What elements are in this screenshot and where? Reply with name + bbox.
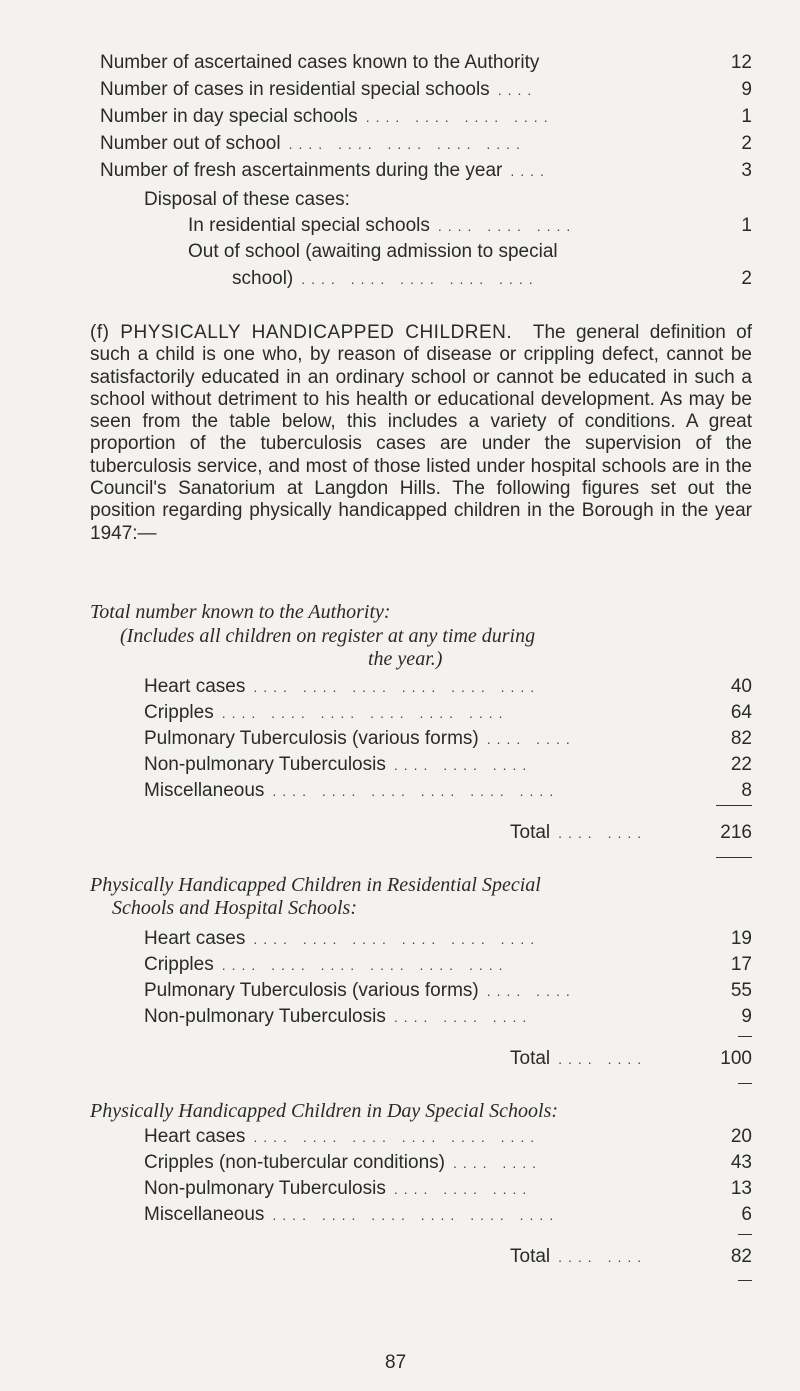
total-rule bbox=[738, 1280, 752, 1281]
table2-total-row bbox=[510, 1048, 752, 1070]
table1-row bbox=[144, 754, 752, 776]
summary-value: 9 bbox=[741, 79, 752, 100]
total-label: Total bbox=[510, 1246, 551, 1267]
row-value: 6 bbox=[741, 1204, 752, 1225]
row-label: Pulmonary Tuberculosis (various forms) bbox=[144, 980, 479, 1001]
row-value: 19 bbox=[730, 928, 752, 949]
row-label: Miscellaneous bbox=[144, 1204, 265, 1225]
leader-dots: .... .... .... .... .... .... bbox=[253, 679, 541, 695]
table1-note-line1: (Includes all children on register at any time during bbox=[120, 625, 536, 647]
page-number: 87 bbox=[385, 1352, 407, 1373]
leader-dots: .... .... .... .... bbox=[365, 109, 554, 125]
disposal-value: 1 bbox=[741, 215, 752, 236]
leader-dots: .... .... .... bbox=[393, 1181, 533, 1197]
leader-dots: .... .... .... bbox=[393, 1009, 533, 1025]
leader-dots: .... .... .... .... .... .... bbox=[272, 1207, 560, 1223]
table1-row bbox=[144, 676, 752, 698]
row-value: 22 bbox=[730, 754, 752, 775]
leader-dots: .... .... bbox=[452, 1155, 542, 1171]
total-rule bbox=[716, 857, 752, 858]
row-label: Cripples (non-tubercular conditions) bbox=[144, 1152, 445, 1173]
row-value: 55 bbox=[730, 980, 752, 1001]
leader-dots: .... bbox=[510, 163, 550, 179]
table2-title-line1: Physically Handicapped Children in Residential Special bbox=[90, 874, 541, 896]
table1-title: Total number known to the Authority: bbox=[90, 601, 391, 623]
table2-row bbox=[144, 954, 752, 976]
total-label: Total bbox=[510, 822, 551, 843]
table2-row bbox=[144, 980, 752, 1002]
table3-row bbox=[144, 1178, 752, 1200]
row-label: Heart cases bbox=[144, 928, 246, 949]
row-value: 17 bbox=[730, 954, 752, 975]
total-rule bbox=[716, 805, 752, 806]
table1-row bbox=[144, 702, 752, 724]
table1-note-line2: the year.) bbox=[368, 648, 443, 670]
disposal-label: In residential special schools bbox=[188, 215, 430, 236]
leader-dots: .... .... bbox=[558, 1249, 648, 1265]
leader-dots: .... .... .... bbox=[393, 757, 533, 773]
leader-dots: .... .... .... .... .... .... bbox=[221, 957, 509, 973]
summary-label: Number of cases in residential special schools bbox=[100, 79, 490, 100]
row-value: 8 bbox=[741, 780, 752, 801]
disposal-heading: Disposal of these cases: bbox=[144, 189, 350, 210]
row-value: 9 bbox=[741, 1006, 752, 1027]
table3-total-row bbox=[510, 1246, 752, 1268]
summary-row bbox=[100, 133, 752, 155]
section-f-body: The general definition of such a child is one who, by reason of disease or crippling defect, cannot be satisfactorily educated in an ordinary school or cannot be educated in such a school without detriment to his health or educational development. As may be seen from the table below, this includes a variety of conditions. A great proportion of the tuberculosis cases are under the supervision of the tuberculosis service, and most of those listed under hospital schools are in the Council's Sanatorium at Langdon Hills. The following figures set out the position regarding physically handicapped children in the Borough in the year 1947:— bbox=[90, 322, 752, 544]
summary-value: 2 bbox=[741, 133, 752, 154]
leader-dots: .... .... .... .... .... .... bbox=[272, 783, 560, 799]
row-value: 20 bbox=[730, 1126, 752, 1147]
leader-dots: .... .... .... .... .... bbox=[301, 271, 539, 287]
summary-row bbox=[100, 106, 752, 128]
disposal-out-line1: Out of school (awaiting admission to special bbox=[188, 241, 558, 262]
section-f-paragraph bbox=[90, 322, 752, 545]
table3-row bbox=[144, 1204, 752, 1226]
row-label: Cripples bbox=[144, 702, 214, 723]
row-value: 40 bbox=[730, 676, 752, 697]
table1-row bbox=[144, 728, 752, 750]
total-rule bbox=[738, 1036, 752, 1037]
row-label: Heart cases bbox=[144, 676, 246, 697]
summary-row bbox=[100, 160, 752, 182]
row-value: 82 bbox=[730, 728, 752, 749]
table1-row bbox=[144, 780, 752, 802]
row-label: Non-pulmonary Tuberculosis bbox=[144, 1006, 386, 1027]
total-value: 100 bbox=[720, 1048, 752, 1069]
section-f-heading: (f) PHYSICALLY HANDICAPPED CHILDREN. bbox=[90, 322, 513, 343]
leader-dots: .... bbox=[497, 82, 538, 98]
disposal-value: 2 bbox=[741, 268, 752, 289]
summary-value: 3 bbox=[741, 160, 752, 181]
row-label: Miscellaneous bbox=[144, 780, 265, 801]
row-value: 13 bbox=[730, 1178, 752, 1199]
table1-total-row bbox=[510, 822, 752, 844]
total-label: Total bbox=[510, 1048, 551, 1069]
table2-row bbox=[144, 1006, 752, 1028]
leader-dots: .... .... bbox=[558, 825, 648, 841]
leader-dots: .... .... .... .... .... bbox=[288, 136, 526, 152]
disposal-row bbox=[232, 268, 752, 290]
total-value: 82 bbox=[730, 1246, 752, 1267]
row-label: Pulmonary Tuberculosis (various forms) bbox=[144, 728, 479, 749]
table2-row bbox=[144, 928, 752, 950]
table3-title: Physically Handicapped Children in Day Special Schools: bbox=[90, 1100, 559, 1122]
summary-row bbox=[100, 79, 752, 101]
total-rule bbox=[738, 1234, 752, 1235]
summary-row bbox=[100, 52, 752, 74]
summary-value: 12 bbox=[730, 52, 752, 73]
row-label: Heart cases bbox=[144, 1126, 246, 1147]
total-value: 216 bbox=[720, 822, 752, 843]
leader-dots: .... .... bbox=[486, 731, 576, 747]
row-value: 43 bbox=[730, 1152, 752, 1173]
total-rule bbox=[738, 1083, 752, 1084]
leader-dots: .... .... .... .... .... .... bbox=[221, 705, 509, 721]
table2-title-line2: Schools and Hospital Schools: bbox=[112, 897, 357, 919]
row-label: Cripples bbox=[144, 954, 214, 975]
table3-row bbox=[144, 1152, 752, 1174]
leader-dots: .... .... bbox=[486, 983, 576, 999]
summary-label: Number of ascertained cases known to the Authority bbox=[100, 52, 540, 73]
summary-label: Number in day special schools bbox=[100, 106, 358, 127]
summary-label: Number out of school bbox=[100, 133, 281, 154]
table3-row bbox=[144, 1126, 752, 1148]
row-label: Non-pulmonary Tuberculosis bbox=[144, 1178, 386, 1199]
summary-value: 1 bbox=[741, 106, 752, 127]
summary-label: Number of fresh ascertainments during the year bbox=[100, 160, 503, 181]
leader-dots: .... .... bbox=[558, 1051, 648, 1067]
leader-dots: .... .... .... .... .... .... bbox=[253, 931, 541, 947]
leader-dots: .... .... .... .... .... .... bbox=[253, 1129, 541, 1145]
disposal-row bbox=[188, 215, 752, 237]
leader-dots: .... .... .... bbox=[437, 218, 577, 234]
row-label: Non-pulmonary Tuberculosis bbox=[144, 754, 386, 775]
row-value: 64 bbox=[730, 702, 752, 723]
disposal-label: school) bbox=[232, 268, 294, 289]
